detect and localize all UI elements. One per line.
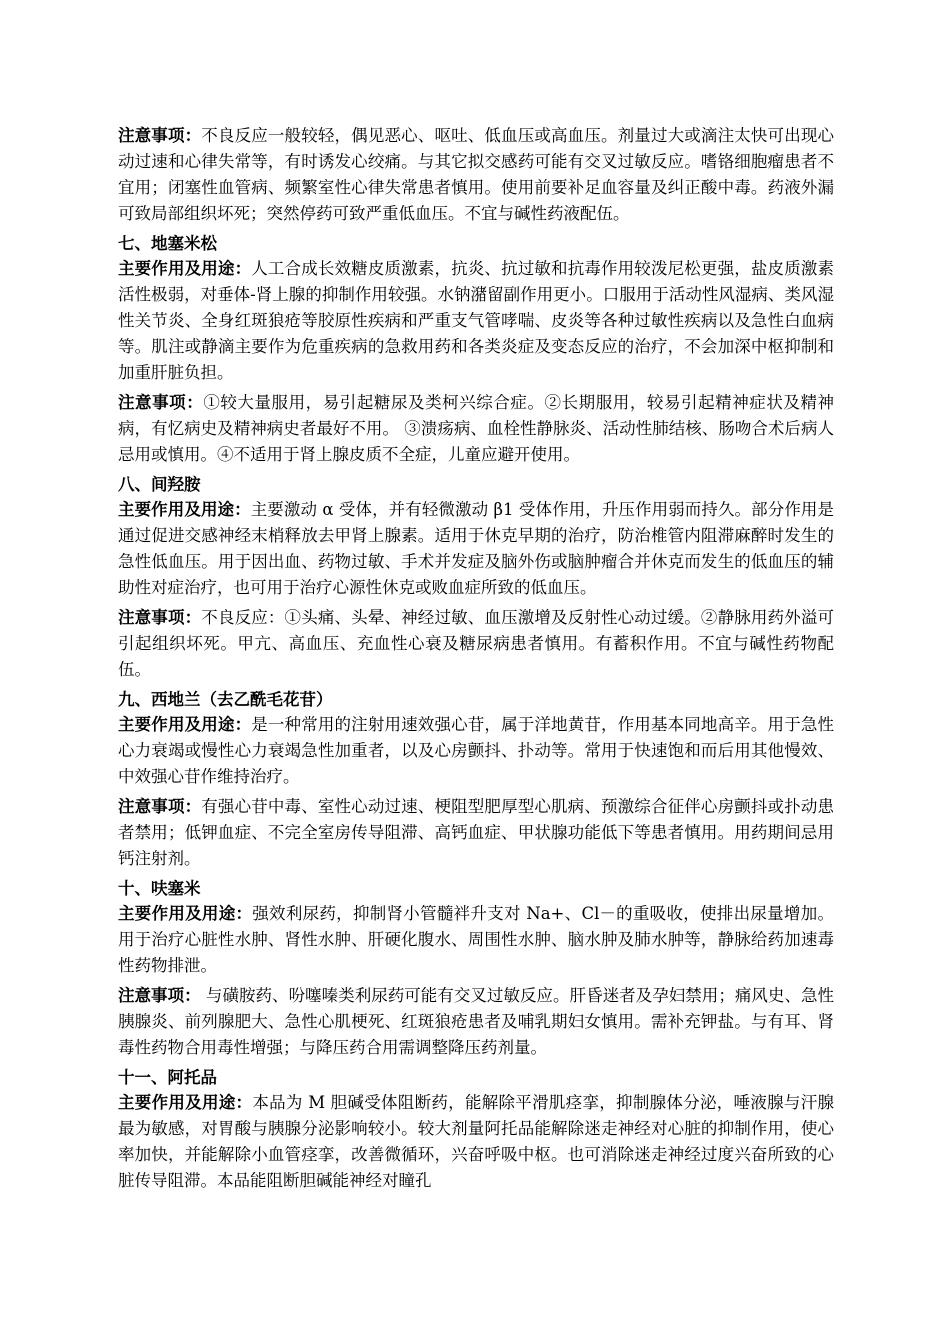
usage-paragraph — [118, 497, 834, 601]
section-label: 注意事项： — [118, 986, 201, 1005]
paragraph-text: ①较大量服用，易引起糖尿及类柯兴综合症。②长期服用，较易引起精神症状及精神病，有忆病史及精神病史者最好不用。 ③溃疡病、血栓性静脉炎、活动性肺结核、肠吻合术后病人忌用或慎用。④不适用于肾上腺皮质不全症，儿童应避开使用。 — [118, 393, 835, 464]
paragraph-text: 本品为 M 胆碱受体阻断药，能解除平滑肌痉挛，抑制腺体分泌，唾液腺与汗腺最为敏感，对胃酸与胰腺分泌影响较小。较大剂量阿托品能解除迷走神经对心脏的抑制作用，使心率加快，并能解除小血管痉挛，改善微循环，兴奋呼吸中枢。也可消除迷走神经过度兴奋所致的心脏传导阻滞。本品能阻断胆碱能神经对瞳孔 — [118, 1093, 834, 1190]
usage-paragraph — [118, 256, 834, 386]
section-label: 主要作用及用途： — [118, 715, 252, 734]
drug-heading: 八、间羟胺 — [118, 475, 201, 494]
drug-heading: 七、地塞米松 — [118, 234, 217, 253]
section-label: 注意事项： — [118, 608, 202, 627]
paragraph-text: 是一种常用的注射用速效强心苷，属于洋地黄苷，作用基本同地高辛。用于急性心力衰竭或慢性心力衰竭急性加重者，以及心房颤抖、扑动等。常用于快速饱和而后用其他慢效、中效强心苷作维持治疗。 — [118, 715, 835, 786]
precautions-paragraph — [118, 983, 834, 1061]
usage-paragraph — [118, 901, 834, 979]
section-label: 主要作用及用途： — [118, 500, 251, 519]
section-label: 主要作用及用途： — [118, 259, 252, 278]
section-label: 注意事项： — [118, 126, 202, 145]
precautions-paragraph — [118, 390, 834, 468]
usage-paragraph — [118, 1090, 834, 1194]
paragraph-text: 不良反应一般较轻，偶见恶心、呕吐、低血压或高血压。剂量过大或滴注太快可出现心动过速和心律失常等，有时诱发心绞痛。与其它拟交感药可能有交叉过敏反应。嗜铬细胞瘤患者不宜用；闭塞性血管病、频繁室性心律失常患者慎用。使用前要补足血容量及纠正酸中毒。药液外漏可致局部组织坏死；突然停药可致严重低血压。不宜与碱性药液配伍。 — [118, 126, 835, 223]
precautions-paragraph — [118, 605, 834, 683]
paragraph-text: 主要激动 α 受体，并有轻微激动 β1 受体作用，升压作用弱而持久。部分作用是通过促进交感神经末梢释放去甲肾上腺素。适用于休克早期的治疗，防治椎管内阻滞麻醉时发生的急性低血压。用于因出血、药物过敏、手术并发症及脑外伤或脑肿瘤合并休克而发生的低血压的辅助性对症治疗，也可用于治疗心源性休克或败血症所致的低血压。 — [118, 500, 834, 597]
section-label: 主要作用及用途： — [118, 1093, 253, 1112]
section-label: 注意事项： — [118, 797, 202, 816]
drug-heading: 十、呋塞米 — [118, 879, 201, 898]
paragraph-text: 与磺胺药、吩噻嗪类利尿药可能有交叉过敏反应。肝昏迷者及孕妇禁用；痛风史、急性胰腺炎、前列腺肥大、急性心肌梗死、红斑狼疮患者及哺乳期妇女慎用。需补充钾盐。与有耳、肾毒性药物合用毒性增强；与降压药合用需调整降压药剂量。 — [118, 986, 835, 1057]
drug-heading: 九、西地兰（去乙酰毛花苷） — [118, 690, 333, 709]
drug-heading: 十一、阿托品 — [118, 1068, 217, 1087]
document-page — [118, 123, 834, 1198]
paragraph-text: 不良反应：①头痛、头晕、神经过敏、血压激增及反射性心动过缓。②静脉用药外溢可引起组织坏死。甲亢、高血压、充血性心衰及糖尿病患者慎用。有蓄积作用。不宜与碱性药物配伍。 — [118, 608, 835, 679]
paragraph-text: 有强心苷中毒、室性心动过速、梗阻型肥厚型心肌病、预激综合征伴心房颤抖或扑动患者禁用；低钾血症、不完全室房传导阻滞、高钙血症、甲状腺功能低下等患者慎用。用药期间忌用钙注射剂。 — [118, 797, 835, 868]
usage-paragraph — [118, 712, 834, 790]
precautions-paragraph — [118, 123, 834, 227]
paragraph-text: 人工合成长效糖皮质激素，抗炎、抗过敏和抗毒作用较泼尼松更强，盐皮质激素活性极弱，对垂体-肾上腺的抑制作用较强。水钠潴留副作用更小。口服用于活动性风湿病、类风湿性关节炎、全身红斑狼疮等胶原性疾病和严重支气管哮喘、皮炎等各种过敏性疾病以及急性白血病等。肌注或静滴主要作为危重疾病的急救用药和各类炎症及变态反应的治疗，不会加深中枢抑制和加重肝脏负担。 — [118, 259, 835, 382]
precautions-paragraph — [118, 794, 834, 872]
paragraph-text: 强效利尿药，抑制肾小管髓袢升支对 Na+、Cl－的重吸收，使排出尿量增加。用于治疗心脏性水肿、肾性水肿、肝硬化腹水、周围性水肿、脑水肿及肺水肿等，静脉给药加速毒性药物排泄。 — [118, 904, 834, 975]
section-label: 主要作用及用途： — [118, 904, 253, 923]
section-label: 注意事项： — [118, 393, 204, 412]
